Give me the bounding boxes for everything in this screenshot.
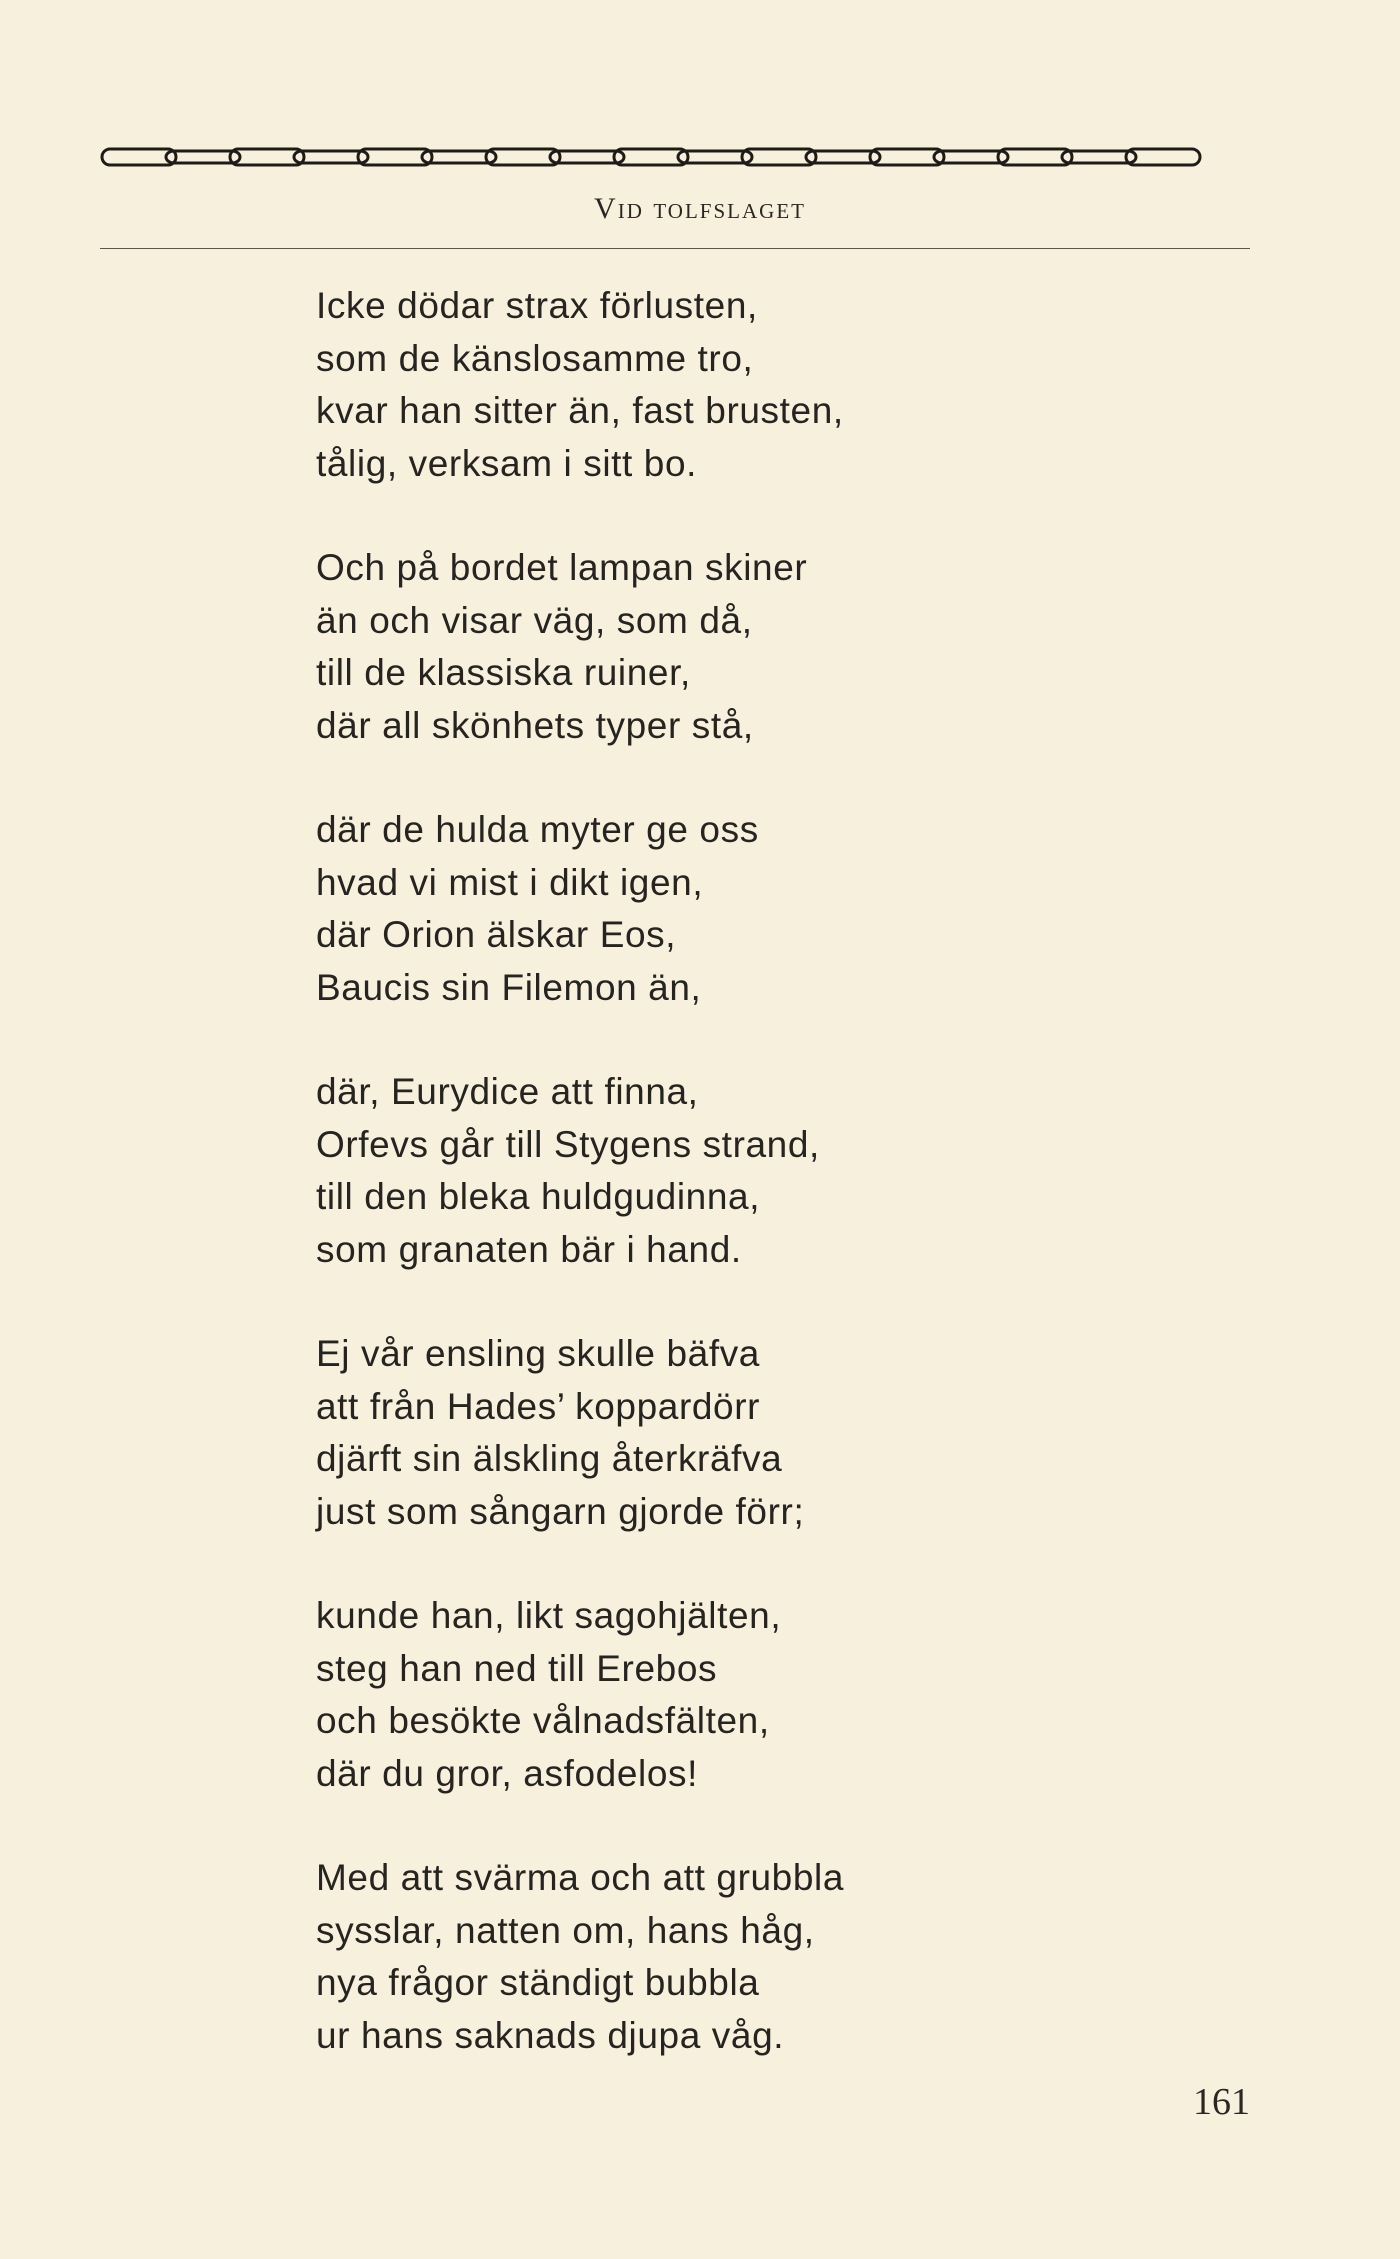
poem-line: där all skönhets typer stå, <box>316 704 754 746</box>
poem-line: att från Hades’ koppardörr <box>316 1385 761 1427</box>
stanza <box>316 1066 1216 1276</box>
poem-line: nya frågor ständigt bubbla <box>316 1962 760 2003</box>
poem-line: Baucis sin Filemon än, <box>316 966 702 1008</box>
ornamental-chain-border <box>100 145 1250 169</box>
poem-line: där Orion älskar Eos, <box>316 914 677 955</box>
poem-line: Ej vår ensling skulle bäfva <box>316 1333 760 1374</box>
poem-line: än och visar väg, som då, <box>316 599 753 641</box>
poem-line: Och på bordet lampan skiner <box>316 547 808 588</box>
poem-line: som de känslosamme tro, <box>316 337 754 379</box>
header-rule <box>100 248 1250 249</box>
poem-line: just som sångarn gjorde förr; <box>316 1490 805 1532</box>
poem-line: djärft sin älskling återkräfva <box>316 1438 783 1479</box>
poem-line: steg han ned till Erebos <box>316 1647 718 1689</box>
page-number: 161 <box>1193 2081 1250 2123</box>
stanza <box>316 804 1216 1014</box>
stanza <box>316 1852 1216 2062</box>
stanza <box>316 280 1216 490</box>
poem-line: sysslar, natten om, hans håg, <box>316 1909 815 1951</box>
poem-line: där du gror, asfodelos! <box>316 1752 698 1794</box>
poem-line: där de hulda myter ge oss <box>316 809 759 850</box>
poem-line: och besökte vålnadsfälten, <box>316 1700 770 1741</box>
poem-line: till de klassiska ruiner, <box>316 652 691 693</box>
poem-line: till den bleka huldgudinna, <box>316 1176 761 1217</box>
poem-line: hvad vi mist i dikt igen, <box>316 861 704 903</box>
stanza <box>316 1590 1216 1800</box>
poem-line: Orfevs går till Stygens strand, <box>316 1123 820 1165</box>
poem-body <box>316 280 1216 2114</box>
poem-line: ur hans saknads djupa våg. <box>316 2014 785 2056</box>
poem-line: kvar han sitter än, fast brusten, <box>316 390 844 431</box>
poem-line: tålig, verksam i sitt bo. <box>316 442 698 484</box>
poem-line: Med att svärma och att grubbla <box>316 1857 845 1898</box>
poem-line: kunde han, likt sagohjälten, <box>316 1595 782 1636</box>
poem-line: Icke dödar strax förlusten, <box>316 285 758 326</box>
stanza <box>316 1328 1216 1538</box>
stanza <box>316 542 1216 752</box>
poem-line: som granaten bär i hand. <box>316 1228 742 1270</box>
poem-line: där, Eurydice att finna, <box>316 1071 699 1112</box>
running-head: Vid tolfslaget <box>594 192 806 225</box>
